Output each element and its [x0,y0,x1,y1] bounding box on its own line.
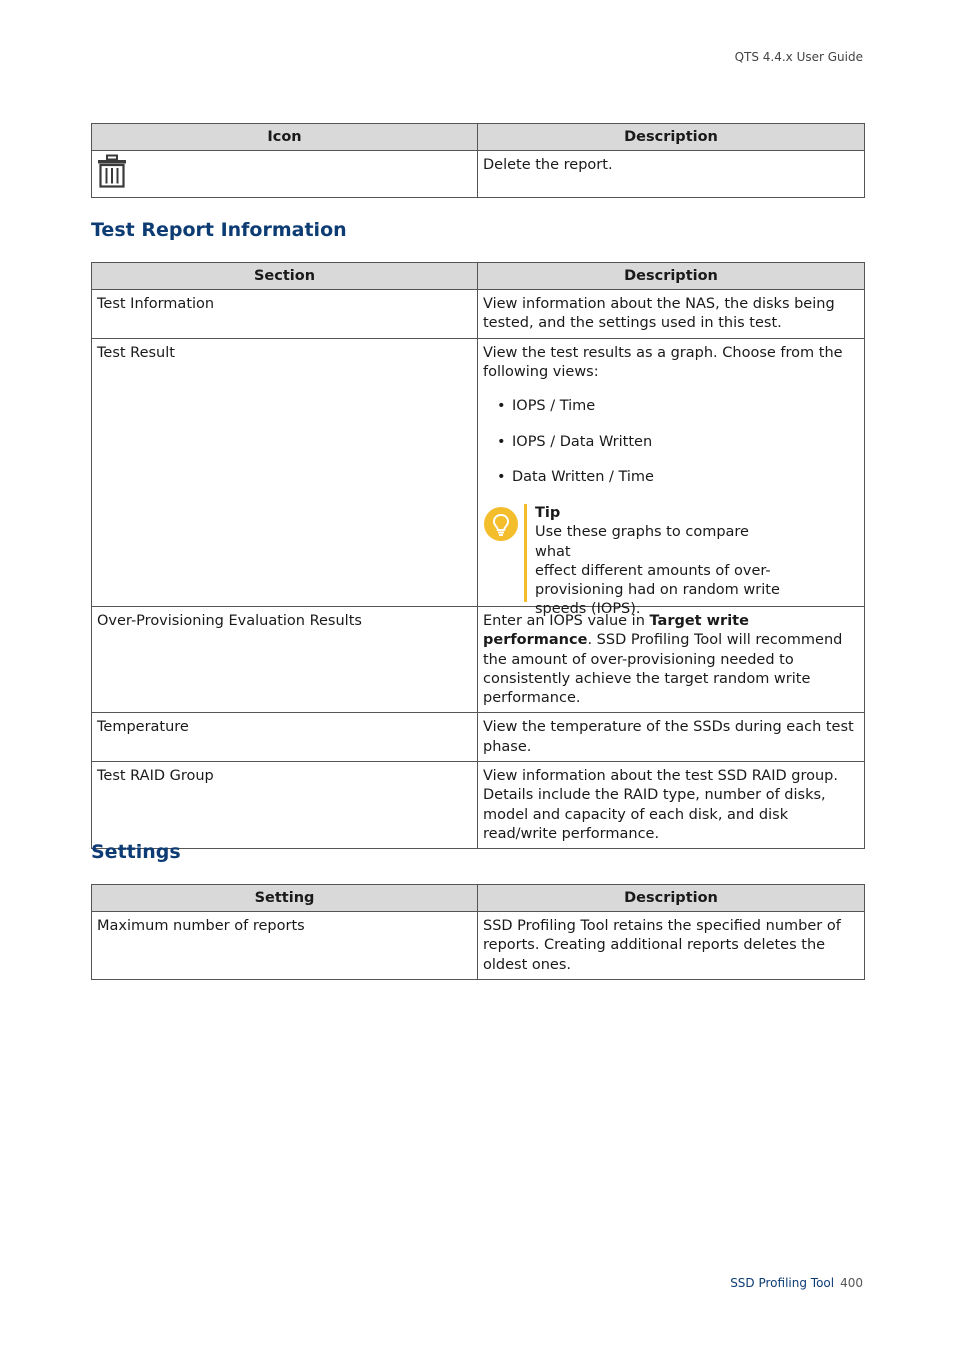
column-header-description: Description [478,885,865,912]
test-report-table [91,262,865,849]
icon-description: Delete the report. [478,151,865,198]
section-cell: Test Result [92,338,478,606]
column-header-description: Description [478,263,865,290]
section-cell: Test Information [92,290,478,339]
section-cell: Temperature [92,713,478,762]
column-header-setting: Setting [92,885,478,912]
section-cell: Over-Provisioning Evaluation Results [92,606,478,712]
description-cell: View information about the test SSD RAID group. Details include the RAID type, number of disks, model and capacity of each disk, and disk read/write performance. [478,762,865,849]
description-cell: View the temperature of the SSDs during each test phase. [478,713,865,762]
section-heading-settings: Settings [91,841,181,863]
view-list [483,397,859,487]
footer-section-name: SSD Profiling Tool [730,1276,835,1290]
section-cell: Test RAID Group [92,762,478,849]
column-header-section: Section [92,263,478,290]
list-item: • IOPS / Data Written [483,433,859,452]
description-cell [478,338,865,618]
icon-table [91,123,865,198]
column-header-description: Description [478,124,865,151]
table-header-row [92,124,865,151]
table-row [92,290,865,339]
tip-accent-bar [524,504,527,602]
ui-term-target-write-performance: Target write performance [483,612,749,649]
table-row [92,762,865,849]
tip-callout [483,504,859,618]
setting-cell: Maximum number of reports [92,912,478,980]
guide-title: QTS 4.4.x User Guide [734,50,863,64]
table-header-row [92,263,865,290]
tip-body [535,504,785,620]
table-row [92,912,865,980]
description-cell: SSD Profiling Tool retains the specified number of reports. Creating additional reports deletes the oldest ones. [478,912,865,980]
table-row [92,713,865,762]
page-number: 400 [840,1276,863,1290]
description-text: Enter an IOPS value in [483,612,650,629]
description-cell [478,606,865,712]
description-cell: View information about the NAS, the disks being tested, and the settings used in this test. [478,290,865,339]
table-row [92,338,865,606]
trash-icon [97,154,127,188]
tip-title: Tip [535,504,561,521]
table-row [92,151,865,198]
test-result-intro: View the test results as a graph. Choose from the following views: [483,344,843,380]
section-heading-test-report: Test Report Information [91,219,347,241]
table-row [92,606,865,712]
list-item: • Data Written / Time [483,468,859,487]
lightbulb-icon [484,507,518,541]
settings-table [91,884,865,980]
column-header-icon: Icon [92,124,478,151]
page-footer [730,1276,863,1290]
list-item: • IOPS / Time [483,397,859,416]
table-header-row [92,885,865,912]
tip-text: Use these graphs to compare what effect different amounts of over- provisioning had on random write speeds (IOPS). [535,524,780,618]
description-text: . SSD Profiling Tool will recommend the amount of over-provisioning needed to consistently achieve the target random write performance. [483,632,843,707]
